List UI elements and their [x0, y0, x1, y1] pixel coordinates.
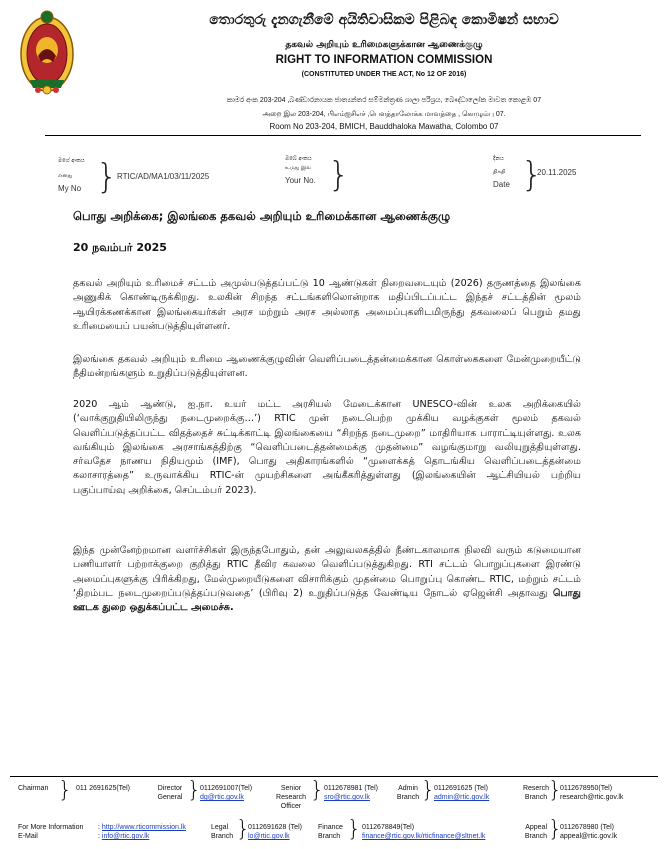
my-no-value: RTIC/AD/MA1/03/11/2025 — [117, 172, 210, 181]
footer-dg-label: Director General — [157, 785, 183, 801]
page-title: பொது அறிக்கை; இலங்கை தகவல் அறியும் உரிமைக்கான ஆணைக்குழு — [73, 209, 451, 223]
date-sinhala: දිනය — [493, 156, 504, 162]
footer-brace-icon: } — [310, 778, 324, 803]
footer-legal-tel: 0112691628 (Tel) — [248, 824, 302, 831]
header-title-tamil: தகவல் அறியும் உரிமைகளுக்கான ஆணைக்குழு — [285, 40, 483, 50]
my-no-tamil: எனது — [58, 173, 73, 179]
footer-email-label: E-Mail — [18, 833, 38, 840]
footer-appeal-tel: 0112678980 (Tel) — [560, 824, 614, 831]
paragraph-4-text: இந்த முன்னேற்றமான வளர்ச்சிகள் இருந்தபோதும், தன் அலுவலகத்தில் நீண்டகாலமாக நிலவி வரும் கடுமையான பணியாளர் பற்றாக்குறை குறித்து RTIC தீவிர கவலை வெளிப்படுத்துகிறது. RTI சட்டம் பொறுப்புகளை இரண்டு அமைப்புகளுக்கு பிரிக்கிறது, மேல்முறையீடுகளை விசாரிக்கும் முதன்மை பொறுப்பு கொண்ட RTIC, மற்றும் சட்டம் ‘திறம்பட நடைமுறைப்படுத்தப்படுவதை’ (பிரிவு 2) உறுதிப்படுத்த வேண்டிய நோடல் ஏஜென்சி அதாவது — [73, 545, 581, 599]
footer-admin-label: Admin Branch — [396, 785, 420, 801]
sri-lanka-emblem-icon — [18, 6, 76, 98]
paragraph-4 — [73, 544, 581, 615]
footer-brace-icon: } — [236, 817, 250, 842]
footer-legal-contact — [248, 823, 302, 841]
footer-email-link[interactable]: info@rtic.gov.lk — [101, 833, 150, 840]
footer-sro-contact — [324, 784, 378, 802]
footer-research-contact — [560, 784, 623, 802]
footer-appeal-label: Appeal Branch — [524, 824, 547, 840]
footer-chairman-label: Chairman — [18, 785, 49, 792]
footer-admin-tel: 0112691625 (Tel) — [434, 785, 488, 792]
footer-research-tel: 0112678950(Tel) — [560, 785, 613, 792]
footer-chairman-tel: 011 2691625(Tel) — [76, 785, 130, 792]
footer-legal-email[interactable]: lo@rtic.gov.lk — [248, 833, 290, 840]
date-block — [493, 155, 510, 189]
your-no-sinhala: ඔබේ අංකය — [285, 156, 312, 162]
paragraph-4-bold: பொது ஊடக துறை ஒதுக்கப்பட்ட அமைச்சு. — [73, 587, 581, 614]
footer-info-label: For More Information — [18, 824, 84, 831]
my-no-label: My No — [58, 184, 82, 193]
address-english: Room No 203-204, BMICH, Bauddhaloka Mawatha, Colombo 07 — [269, 122, 499, 131]
paragraph-1: தகவல் அறியும் உரிமைச் சட்டம் அமுல்படுத்தப்பட்டு 10 ஆண்டுகள் நிறைவடையும் (2026) தருணத்தை இலங்கை அணுகிக் கொண்டிருக்கிறது. உலகின் சிறந்த சட்டங்களிலொன்றாக மதிப்பிடப்பட்ட இந்தச் சட்டத்தின் மூலம் ஆயிரக்கணக்கான இலங்கையர்கள் அரச மற்றும் அரச அல்லாத அமைப்புகளிடமிருந்து தகவலைப் பெறும் தமது உரிமையைப் பயன்படுத்தியுள்ளனர். — [73, 278, 581, 332]
footer-appeal-contact — [560, 823, 617, 841]
footer-finance-email[interactable]: finance@rtic.gov.lk/rticfinance@sltnet.lk — [362, 833, 486, 840]
date-label: Date — [493, 180, 510, 189]
my-no-sinhala: මගේ අංකය — [58, 158, 85, 164]
header-title-english: RIGHT TO INFORMATION COMMISSION — [275, 54, 493, 66]
footer-finance-contact — [362, 823, 485, 841]
footer-finance-tel: 0112678849(Tel) — [362, 824, 415, 831]
footer-brace-icon: } — [58, 778, 72, 803]
date-brace-icon: } — [521, 155, 543, 195]
paragraph-3: 2020 ஆம் ஆண்டு, ஐ.நா. உயர் மட்ட அரசியல் மேடைக்கான UNESCO-வின் உலக அறிக்கையில் (‘வாக்குறுதியிலிருந்து நடைமுறைக்கு…’) RTIC முன் நடைபெற்ற முக்கிய வழக்குகள் மூலம் தகவல் வெளிப்படுத்தப்பட்ட விதத்தைச் சுட்டிக்காட்டி இலங்கையை “சிறந்த நடைமுறை” மாதிரியாக பாராட்டியுள்ளது. உலக வங்கியும் இலங்கை அரசாங்கத்திற்கு “வெளிப்படைத்தன்மைக்கு முதன்மை” வழங்குமாறு வலியுறுத்தியுள்ளது. சர்வதேச நாணய நிதியமும் (IMF), பொது அதிகாரங்களில் “முளைக்கத் தொடங்கிய வெளிப்படைத்தன்மை கலாசாரத்தை” உருவாக்கிய RTIC-ன் முயற்சிகளை அங்கீகரித்துள்ளது (இலங்கையின் ஆட்சியியல் பற்றிய பகுப்பாய்வு அறிக்கை, செப்டம்பர் 2023). — [73, 399, 581, 496]
footer-divider — [10, 776, 658, 777]
header-act-line: (CONSTITUTED UNDER THE ACT, No 12 OF 2016) — [301, 71, 467, 78]
footer-admin-email[interactable]: admin@rtic.gov.lk — [434, 794, 490, 801]
footer-info-values: : http://www.rticommission.lk : info@rtic.gov.lk — [98, 824, 186, 840]
footer-legal-label: Legal Branch — [211, 824, 234, 840]
footer-brace-icon: } — [548, 778, 562, 803]
your-no-brace-icon: } — [328, 155, 350, 195]
footer-appeal-email[interactable]: appeal@rtic.gov.lk — [560, 833, 618, 840]
date-value: 20.11.2025 — [537, 168, 577, 177]
your-no-label: Your No. — [285, 176, 316, 185]
footer-brace-icon: } — [421, 778, 435, 803]
footer-brace-icon: } — [187, 778, 201, 803]
footer-sro-tel: 0112678981 (Tel) — [324, 785, 378, 792]
address-tamil: அறை இல 203-204, பிஎம்ஐசிஎச் ,பௌத்தாலோக்க மாவத்தை , கொழும்பு 07. — [262, 111, 506, 118]
paragraph-2: இலங்கை தகவல் அறியும் உரிமை ஆணைக்குழுவின் வெளிப்படைத்தன்மைக்கான கொள்கைகளை மேன்முறையீட்டு நீதிமன்றங்களும் உறுதிப்படுத்தியுள்ளன. — [73, 354, 581, 380]
my-no-brace-icon: } — [96, 157, 118, 197]
footer-brace-icon: } — [347, 817, 361, 842]
footer-website-link[interactable]: http://www.rticommission.lk — [101, 824, 186, 831]
footer-dg-contact — [200, 784, 252, 802]
statement-date: 20 நவம்பர் 2025 — [73, 241, 167, 254]
footer-dg-email[interactable]: dg@rtic.gov.lk — [200, 794, 244, 801]
your-no-tamil: உமது இல — [285, 165, 311, 171]
footer-sro-label: Senior Research Officer — [276, 785, 306, 810]
address-sinhala: කාමර අංක 203-204 ,බණ්ඩාරනායක ජාත්‍යන්තර සම්මන්ත්‍රණ ශාලා පරිශ්‍රය, බෞද්ධාලෝක මාවත කොළඹ 07 — [226, 97, 542, 104]
footer-dg-tel: 0112691007(Tel) — [200, 785, 253, 792]
footer-research-label: Reserch Branch — [522, 785, 550, 801]
footer-finance-label: Finance Branch — [318, 824, 343, 840]
footer-admin-contact — [434, 784, 489, 802]
footer-sro-email[interactable]: sro@rtic.gov.lk — [324, 794, 370, 801]
date-tamil: திகதி — [493, 169, 506, 175]
footer-research-email[interactable]: research@rtic.gov.lk — [560, 794, 624, 801]
header-title-sinhala: තොරතුරු දැනගැනීමේ අයිතිවාසිකම පිළිබඳ කොමිෂන් සභාව — [209, 12, 559, 28]
footer-info-labels — [18, 823, 83, 841]
my-no-block — [58, 157, 85, 193]
header-divider — [45, 135, 641, 136]
your-no-block — [285, 155, 316, 185]
footer-brace-icon: } — [548, 817, 562, 842]
